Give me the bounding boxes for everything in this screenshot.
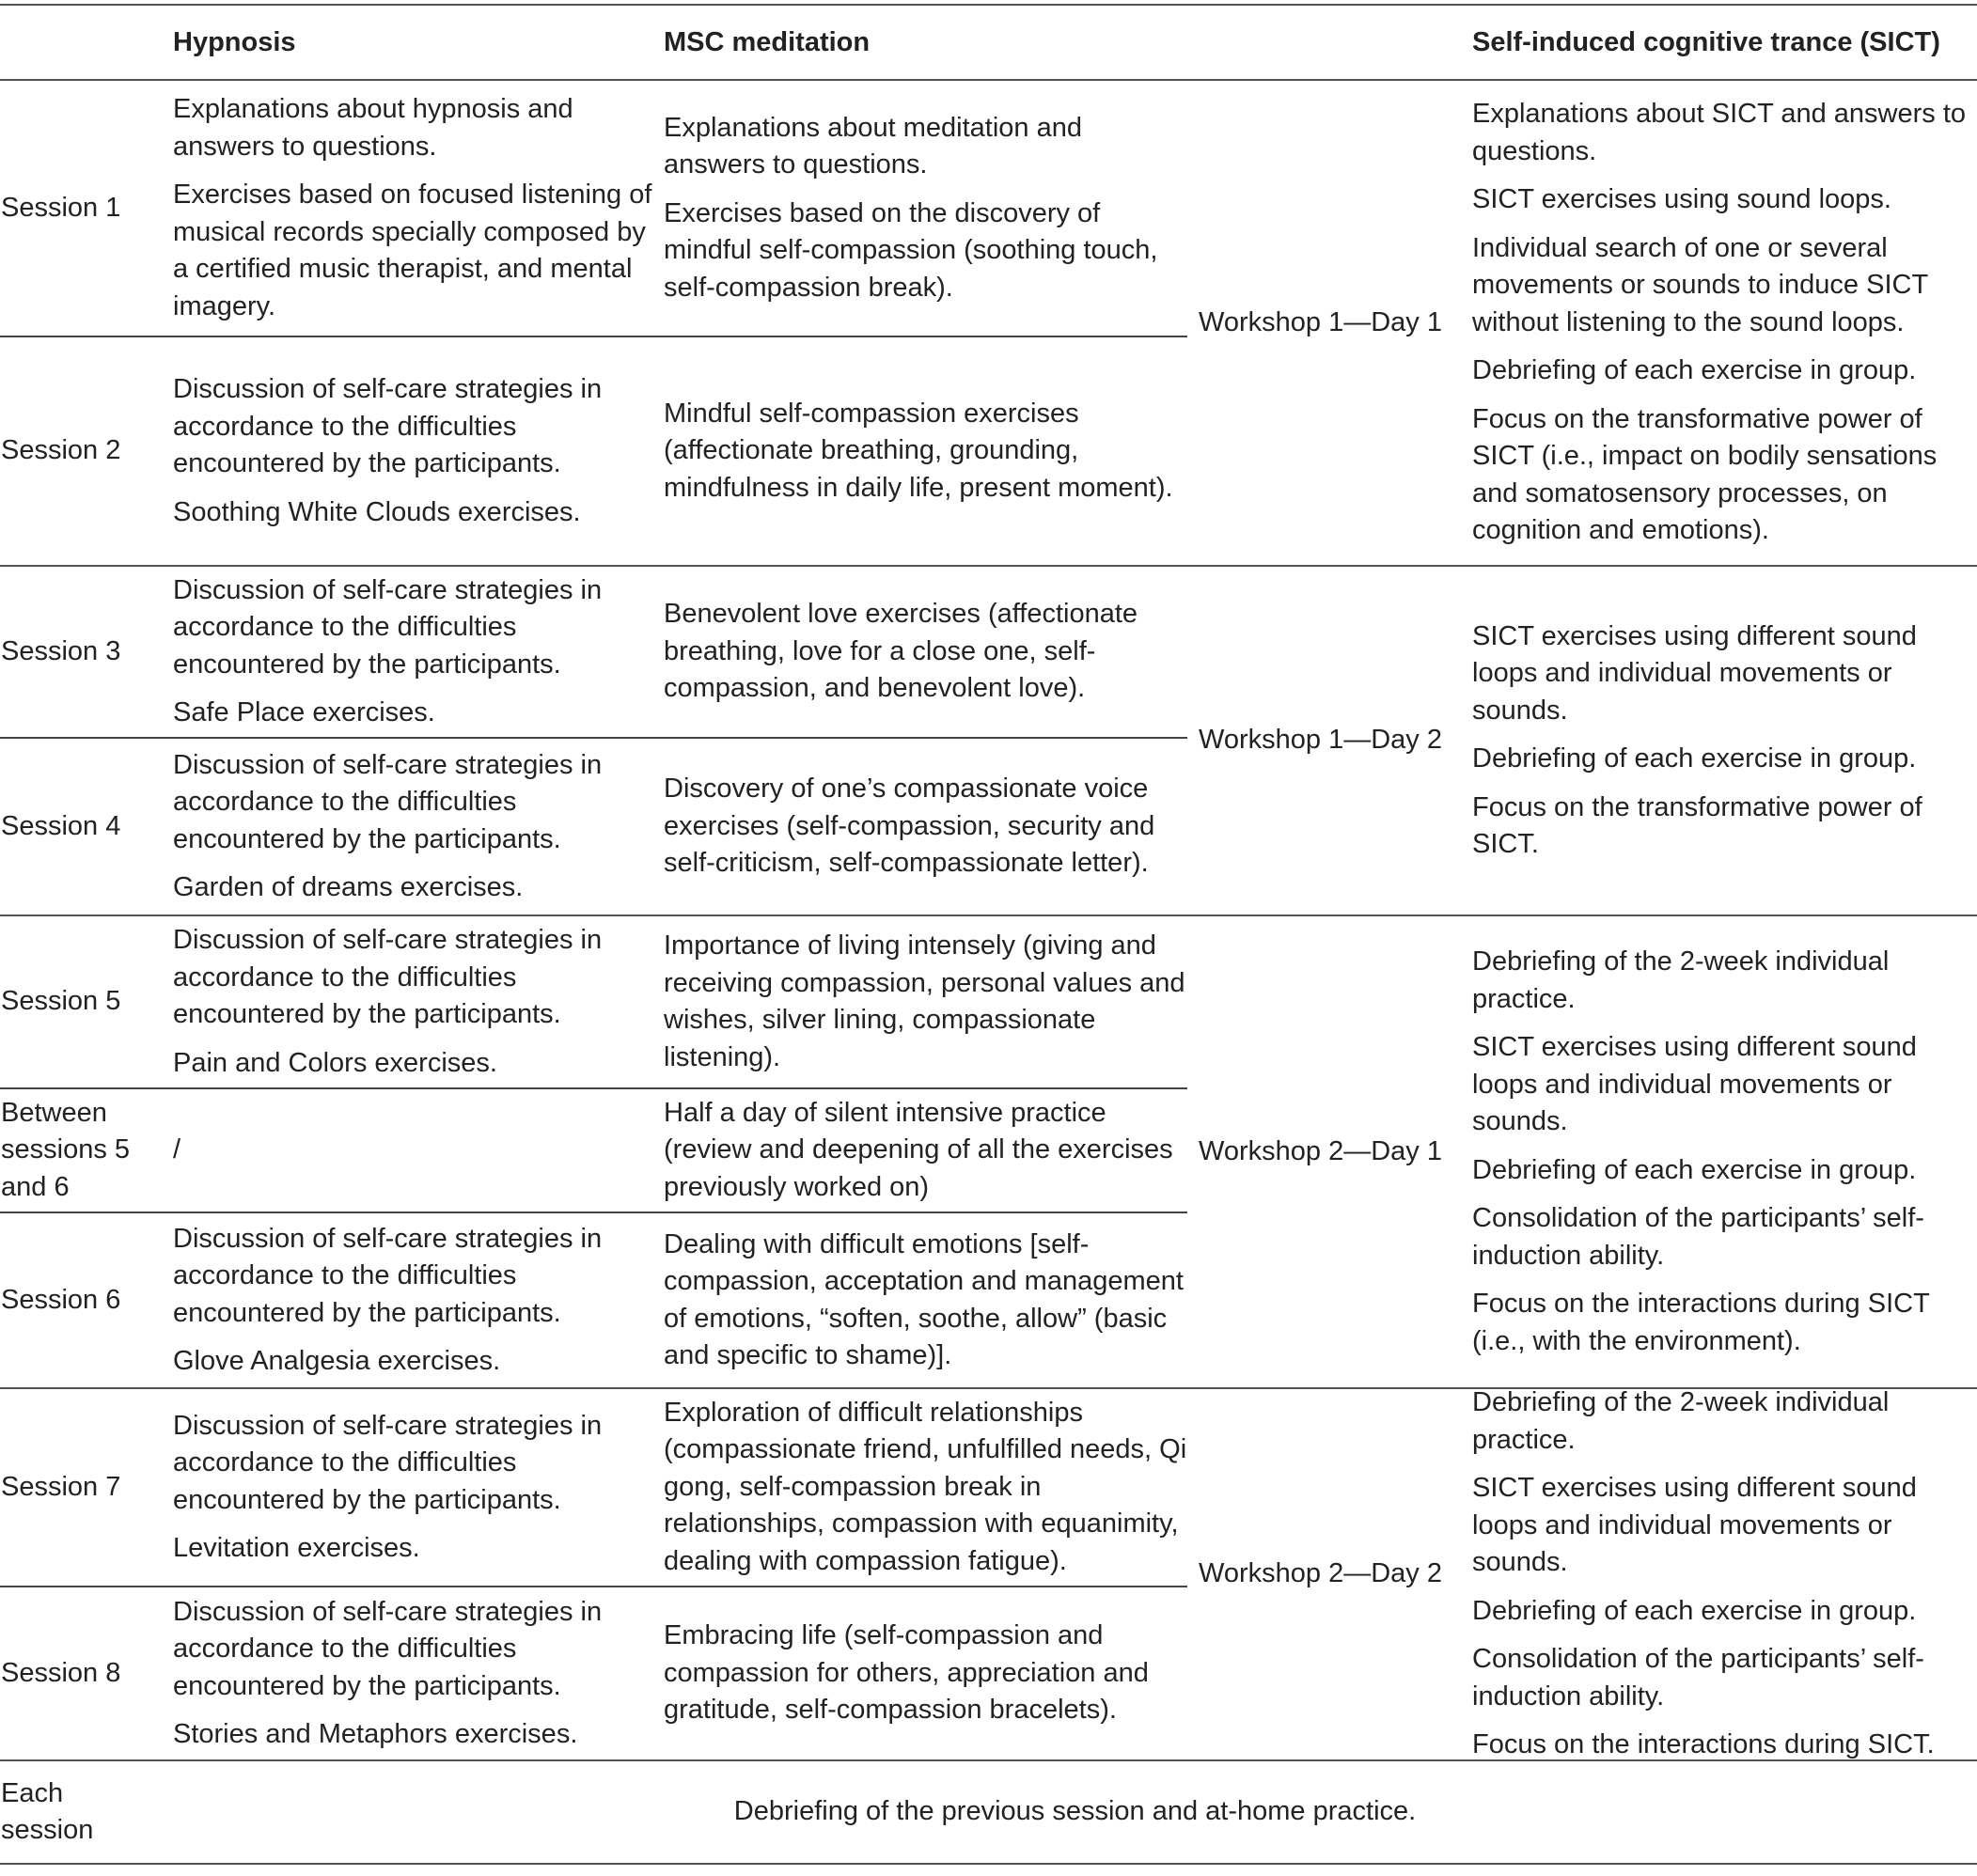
msc-cell-session-3: Benevolent love exercises (affectionate breathing, love for a close one, self-compassion, and benevolent love). bbox=[664, 599, 1138, 704]
hypnosis-cell-session-5: Discussion of self-care strategies in accordance to the difficulties encountered by the participants. Pain and Colors exercises. bbox=[173, 925, 603, 1078]
workshop-1-day-2-label: Workshop 1—Day 2 bbox=[1199, 725, 1442, 756]
row-label-session-8: Session 8 bbox=[1, 1657, 121, 1688]
sict-cell-w1d1: Explanations about SICT and answers to questions. SICT exercises using sound loops. Individual search of one or several movements or sounds to induce SICT without listening to the sound loops. Debriefing of each exercise in group. Focus on the transformative power of SICT (i.e., impact on bodily sensations and somatosensory processes, on cognition and emotions). bbox=[1472, 99, 1967, 546]
hypnosis-cell-session-2: Discussion of self-care strategies in accordance to the difficulties encountered by the participants. Soothing White Clouds exercises. bbox=[173, 374, 603, 527]
workshop-2-day-1-label: Workshop 2—Day 1 bbox=[1199, 1135, 1442, 1166]
hypnosis-cell-session-7: Discussion of self-care strategies in accordance to the difficulties encountered by the participants. Levitation exercises. bbox=[173, 1410, 603, 1563]
hypnosis-cell-session-1: Explanations about hypnosis and answers to questions. Exercises based on focused listening of musical records specially composed by a certified music therapist, and mental imagery. bbox=[173, 94, 652, 321]
workshop-2-day-2-label: Workshop 2—Day 2 bbox=[1199, 1558, 1442, 1589]
msc-cell-session-6: Dealing with difficult emotions [self-compassion, acceptation and management of emotions, “soften, soothe, allow” (basic and specific to shame)]. bbox=[664, 1228, 1184, 1370]
msc-cell-session-8: Embracing life (self-compassion and compassion for others, appreciation and gratitude, self-compassion bracelets). bbox=[664, 1620, 1149, 1726]
row-label-each-session: Each session bbox=[1, 1777, 94, 1845]
row-label-session-7: Session 7 bbox=[1, 1471, 121, 1502]
msc-cell-session-2: Mindful self-compassion exercises (affectionate breathing, grounding, mindfulness in daily life, present moment). bbox=[664, 398, 1173, 503]
row-label-session-4: Session 4 bbox=[1, 810, 121, 841]
hypnosis-cell-session-3: Discussion of self-care strategies in accordance to the difficulties encountered by the participants. Safe Place exercises. bbox=[173, 574, 603, 727]
msc-cell-session-4: Discovery of one’s compassionate voice exercises (self-compassion, security and self-criticism, self-compassionate letter). bbox=[664, 774, 1155, 879]
row-label-session-3: Session 3 bbox=[1, 635, 121, 666]
row-label-between-sessions: Between sessions 5 and 6 bbox=[1, 1097, 131, 1202]
footer-note: Debriefing of the previous session and at-home practice. bbox=[733, 1796, 1417, 1827]
row-label-session-2: Session 2 bbox=[1, 435, 121, 466]
sict-cell-w2d1: Debriefing of the 2-week individual practice. SICT exercises using different sound loops and individual movements or sounds. Debriefing of each exercise in group. Consolidation of the participants’ self-induction ability. Focus on the interactions during SICT (i.e., with the environment). bbox=[1472, 946, 1930, 1356]
sict-cell-w2d2: Debriefing of the 2-week individual practice. SICT exercises using different sound loops and individual movements or sounds. Debriefing of each exercise in group. Consolidation of the participants’ self-induction ability. Focus on the interactions during SICT. bbox=[1472, 1387, 1935, 1760]
hypnosis-cell-session-8: Discussion of self-care strategies in accordance to the difficulties encountered by the participants. Stories and Metaphors exercises. bbox=[173, 1596, 603, 1749]
msc-cell-session-7: Exploration of difficult relationships (compassionate friend, unfulfilled needs, Qi gong, self-compassion break in relationships, compassion with equanimity, dealing with compassion fatigue). bbox=[664, 1397, 1187, 1576]
msc-cell-between-sessions: Half a day of silent intensive practice (review and deepening of all the exercises previously worked on) bbox=[664, 1097, 1173, 1202]
header-hypnosis: Hypnosis bbox=[173, 27, 296, 57]
row-label-session-1: Session 1 bbox=[1, 192, 121, 223]
workshop-1-day-1-label: Workshop 1—Day 1 bbox=[1199, 306, 1442, 337]
row-label-session-5: Session 5 bbox=[1, 986, 121, 1017]
hypnosis-cell-session-4: Discussion of self-care strategies in accordance to the difficulties encountered by the participants. Garden of dreams exercises. bbox=[173, 749, 603, 902]
msc-cell-session-5: Importance of living intensely (giving and receiving compassion, personal values and wishes, silver lining, compassionate listening). bbox=[664, 930, 1185, 1072]
header-sict: Self-induced cognitive trance (SICT) bbox=[1472, 27, 1940, 57]
hypnosis-cell-between-sessions: / bbox=[173, 1134, 181, 1165]
rule-bottom bbox=[0, 1863, 1977, 1865]
hypnosis-cell-session-6: Discussion of self-care strategies in accordance to the difficulties encountered by the participants. Glove Analgesia exercises. bbox=[173, 1223, 603, 1376]
header-msc: MSC meditation bbox=[664, 27, 871, 57]
sict-cell-w1d2: SICT exercises using different sound loops and individual movements or sounds. Debriefing of each exercise in group. Focus on the transformative power of SICT. bbox=[1472, 620, 1922, 859]
msc-cell-session-1: Explanations about meditation and answers to questions. Exercises based on the discovery of mindful self-compassion (soothing touch, self-compassion break). bbox=[664, 112, 1158, 303]
row-label-session-6: Session 6 bbox=[1, 1284, 121, 1315]
